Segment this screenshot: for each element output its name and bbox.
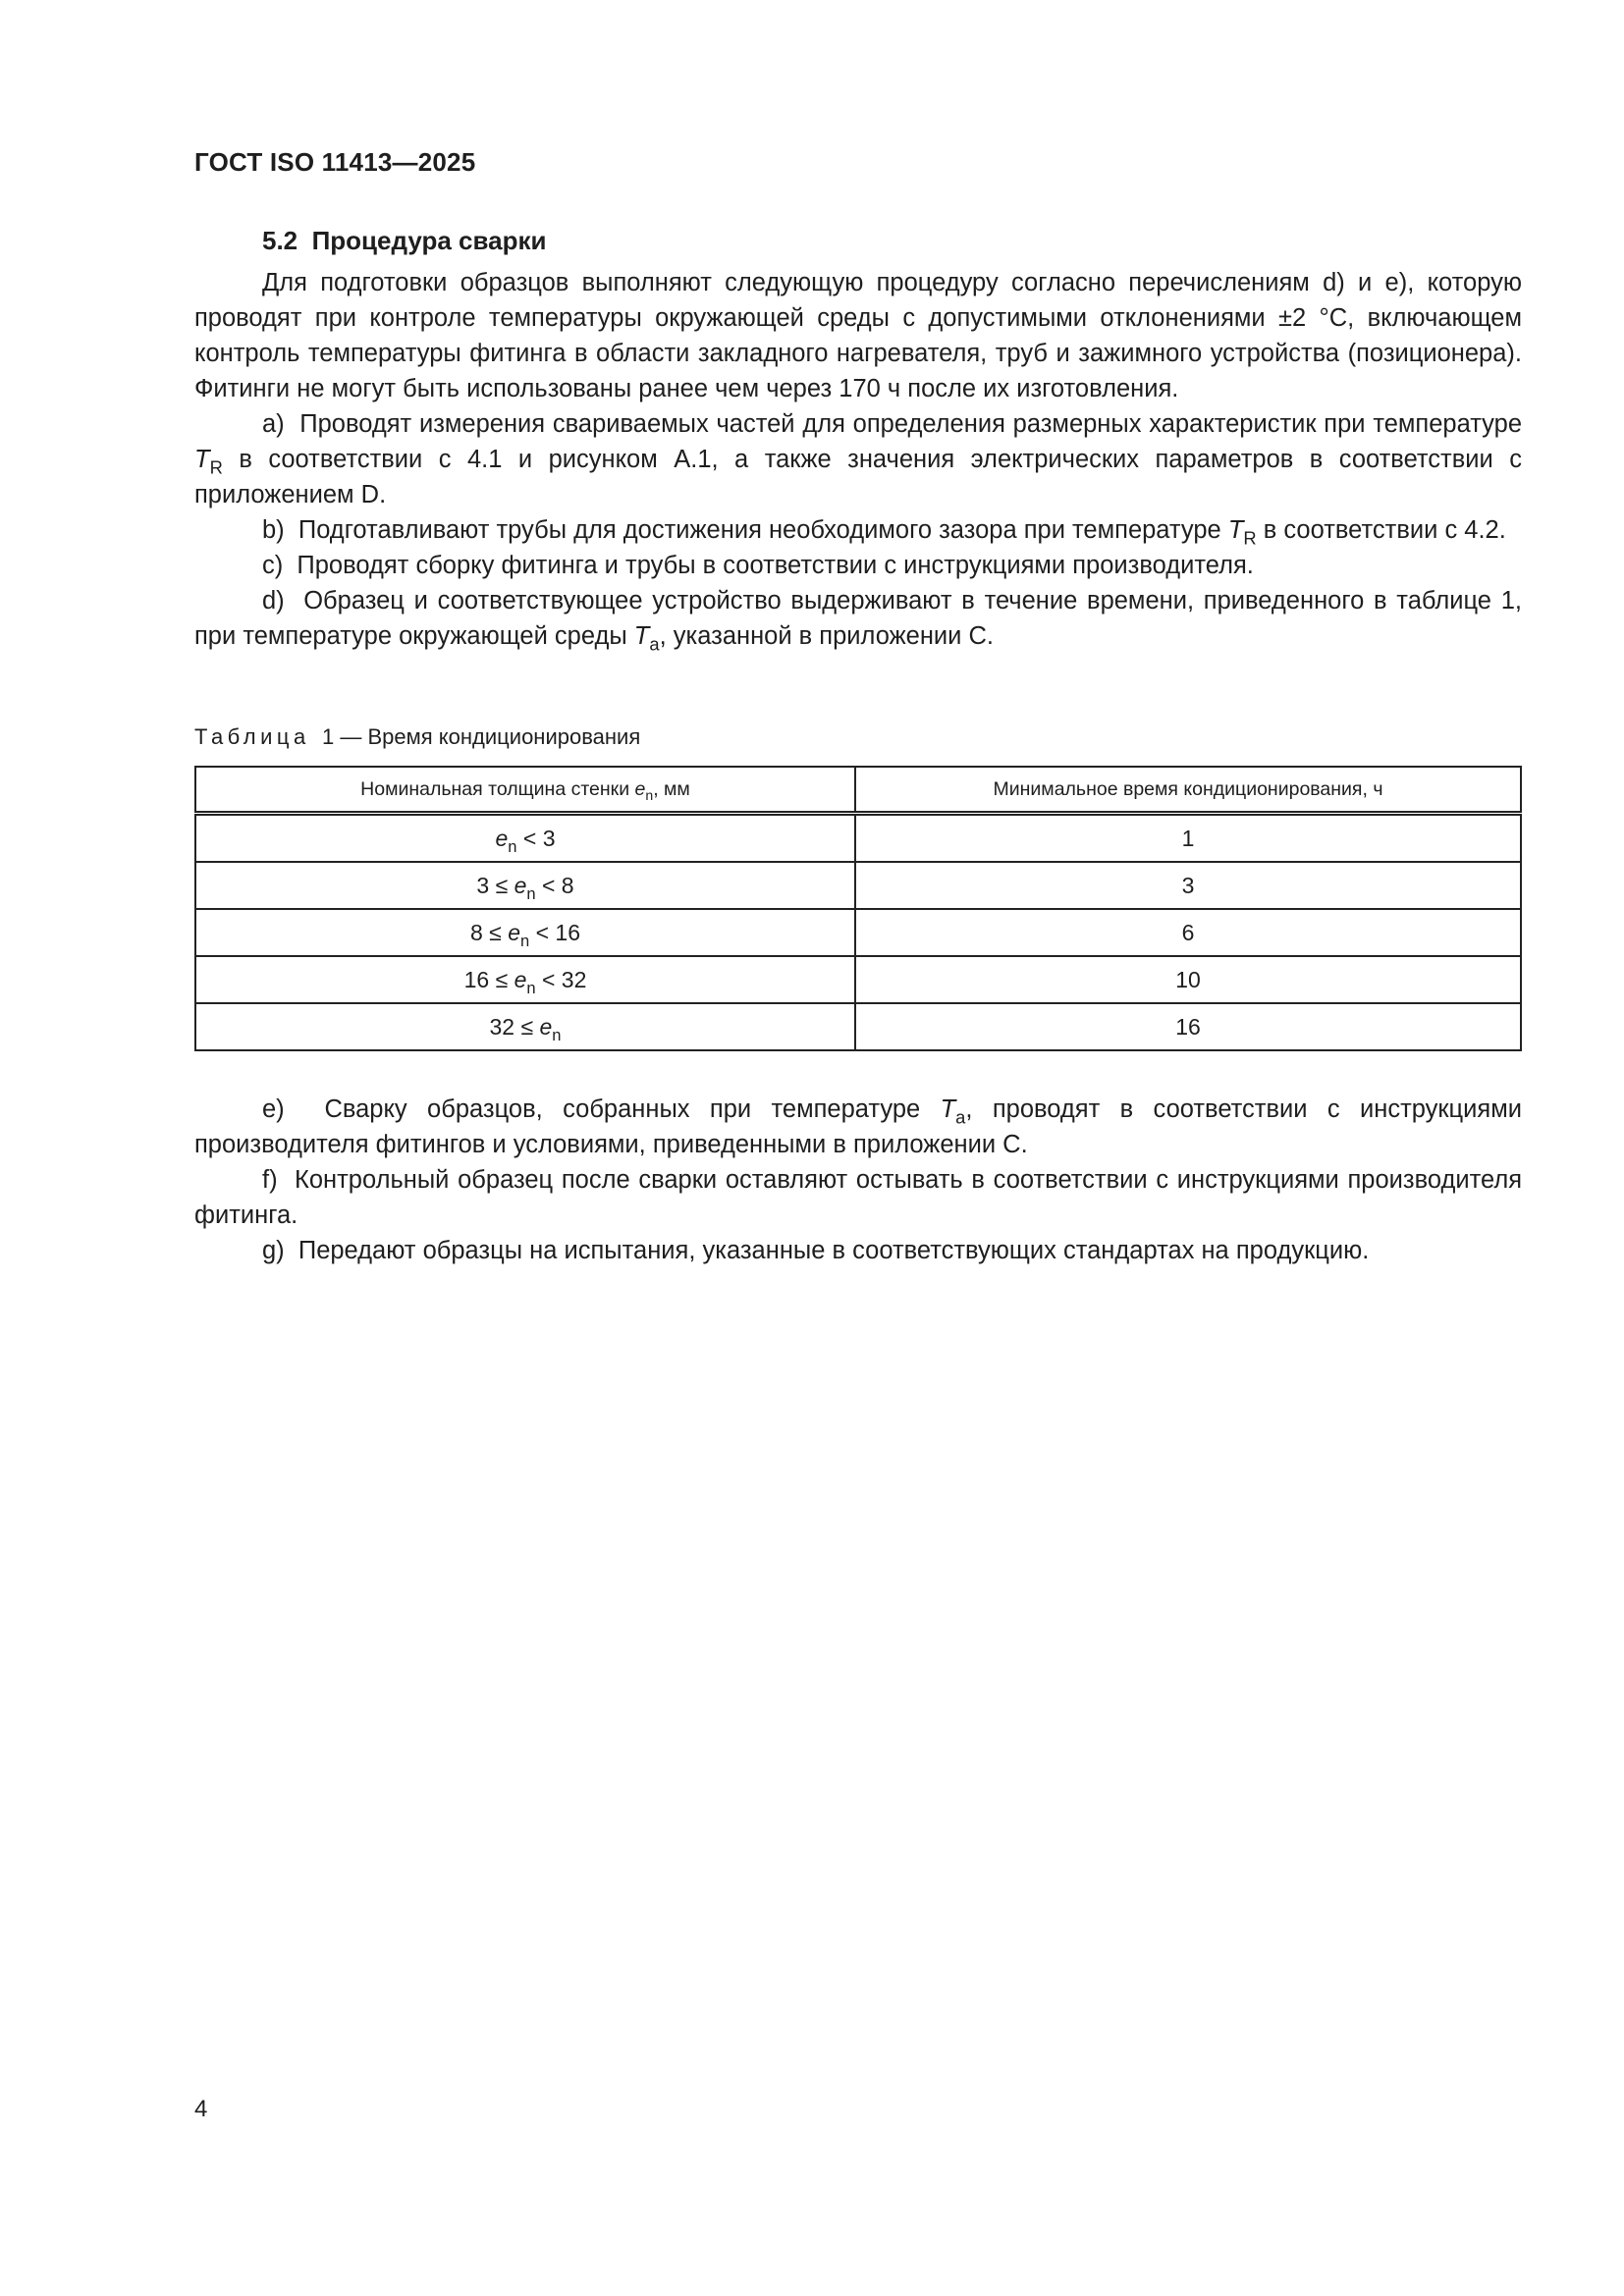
section-number: 5.2 bbox=[262, 226, 298, 255]
col1-header-text: Номинальная толщина стенки bbox=[360, 777, 630, 800]
table-caption-sep: — bbox=[340, 724, 362, 749]
range-sub: n bbox=[526, 978, 536, 997]
time-cell: 10 bbox=[855, 956, 1521, 1003]
range-sub: n bbox=[520, 931, 530, 950]
column-header-wall-thickness bbox=[195, 767, 855, 814]
item-a-var: T bbox=[194, 446, 210, 473]
text-block-lower bbox=[194, 1092, 1522, 1268]
table-caption bbox=[194, 724, 640, 750]
range-sub: n bbox=[508, 836, 517, 856]
conditioning-time-table bbox=[194, 766, 1522, 1051]
time-cell: 6 bbox=[855, 909, 1521, 956]
table-caption-title: Время кондиционирования bbox=[367, 724, 641, 749]
thickness-cell bbox=[195, 814, 855, 863]
page-number: 4 bbox=[194, 2096, 208, 2122]
text-block-upper bbox=[194, 265, 1522, 654]
range-post: < 8 bbox=[535, 872, 574, 898]
time-cell: 3 bbox=[855, 862, 1521, 909]
item-a-text-1: Проводят измерения свариваемых частей для определения размерных характеристик при температуре bbox=[299, 410, 1523, 438]
item-d-paragraph bbox=[194, 583, 1522, 654]
range-var: e bbox=[495, 825, 509, 851]
table-row bbox=[195, 814, 1521, 863]
range-post: < 16 bbox=[529, 919, 580, 945]
item-e-label: e) bbox=[262, 1095, 285, 1123]
item-g-paragraph bbox=[194, 1233, 1522, 1268]
col1-header-var: e bbox=[634, 777, 646, 800]
range-sub: n bbox=[552, 1025, 562, 1044]
item-d-label: d) bbox=[262, 587, 285, 614]
thickness-cell bbox=[195, 862, 855, 909]
col1-header-sub: n bbox=[645, 786, 654, 803]
range-var: e bbox=[514, 966, 527, 992]
range-pre: 3 ≤ bbox=[476, 872, 514, 898]
range-var: e bbox=[508, 919, 520, 945]
col1-header-unit: , мм bbox=[653, 777, 690, 800]
item-e-text-1: Сварку образцов, собранных при температуре bbox=[324, 1095, 921, 1123]
item-g-text: Передают образцы на испытания, указанные в соответствующих стандартах на продукцию. bbox=[298, 1237, 1370, 1264]
item-b-var: T bbox=[1227, 516, 1244, 544]
table-caption-prefix: Таблица bbox=[194, 724, 310, 749]
range-pre: 32 ≤ bbox=[489, 1013, 540, 1040]
item-c-label: c) bbox=[262, 552, 284, 579]
item-e-text-2: , проводят в соответствии с инструкциями производителя фитингов и условиями, приведенными в приложении C. bbox=[194, 1095, 1522, 1158]
item-e-sub: a bbox=[955, 1106, 966, 1128]
time-cell: 16 bbox=[855, 1003, 1521, 1050]
thickness-cell bbox=[195, 956, 855, 1003]
item-b-label: b) bbox=[262, 516, 285, 544]
range-pre: 8 ≤ bbox=[470, 919, 509, 945]
item-b-text-2: в соответствии с 4.2. bbox=[1263, 516, 1506, 544]
range-var: e bbox=[514, 872, 527, 898]
section-heading bbox=[262, 226, 546, 256]
item-d-var: T bbox=[633, 622, 650, 650]
item-d-sub: a bbox=[649, 633, 660, 655]
table-row bbox=[195, 1003, 1521, 1050]
item-b-paragraph bbox=[194, 512, 1522, 548]
table-row bbox=[195, 862, 1521, 909]
range-var: e bbox=[539, 1013, 553, 1040]
item-a-text-2: в соответствии с 4.1 и рисунком A.1, а также значения электрических параметров в соответствии с приложением D. bbox=[194, 446, 1522, 508]
item-a-sub: R bbox=[209, 456, 223, 478]
item-d-text-2: , указанной в приложении C. bbox=[659, 622, 994, 650]
document-code-header: ГОСТ ISO 11413—2025 bbox=[194, 147, 476, 177]
item-c-paragraph bbox=[194, 548, 1522, 583]
time-cell: 1 bbox=[855, 814, 1521, 863]
item-e-var: T bbox=[940, 1095, 956, 1123]
table-header-row bbox=[195, 767, 1521, 814]
thickness-cell bbox=[195, 909, 855, 956]
table-row bbox=[195, 909, 1521, 956]
item-c-text: Проводят сборку фитинга и трубы в соответствии с инструкциями производителя. bbox=[297, 552, 1254, 579]
range-sub: n bbox=[526, 883, 536, 903]
table-caption-number: 1 bbox=[322, 724, 335, 749]
item-a-paragraph bbox=[194, 406, 1522, 512]
item-g-label: g) bbox=[262, 1237, 285, 1264]
intro-paragraph: Для подготовки образцов выполняют следующую процедуру согласно перечислениям d) и e), которую проводят при контроле температуры окружающей среды с допустимыми отклонениями ±2 °C, включающем контроль температуры фитинга в области закладного нагревателя, труб и зажимного устройства (позиционера). Фитинги не могут быть использованы ранее чем через 170 ч после их изготовления. bbox=[194, 269, 1522, 402]
item-d-text-1: Образец и соответствующее устройство выдерживают в течение времени, приведенного в таблице 1, при температуре окружающей среды bbox=[194, 587, 1522, 650]
item-a-label: a) bbox=[262, 410, 285, 438]
range-pre: 16 ≤ bbox=[463, 966, 514, 992]
column-header-min-time: Минимальное время кондиционирования, ч bbox=[855, 767, 1521, 814]
item-f-text: Контрольный образец после сварки оставляют остывать в соответствии с инструкциями производителя фитинга. bbox=[194, 1166, 1523, 1229]
thickness-cell bbox=[195, 1003, 855, 1050]
table-row bbox=[195, 956, 1521, 1003]
item-b-text-1: Подготавливают трубы для достижения необходимого зазора при температуре bbox=[298, 516, 1221, 544]
range-post: < 32 bbox=[535, 966, 587, 992]
item-e-paragraph bbox=[194, 1092, 1522, 1162]
item-b-sub: R bbox=[1243, 527, 1257, 549]
section-title: Процедура сварки bbox=[311, 226, 547, 255]
range-post: < 3 bbox=[516, 825, 556, 851]
item-f-paragraph bbox=[194, 1162, 1522, 1233]
item-f-label: f) bbox=[262, 1166, 278, 1194]
